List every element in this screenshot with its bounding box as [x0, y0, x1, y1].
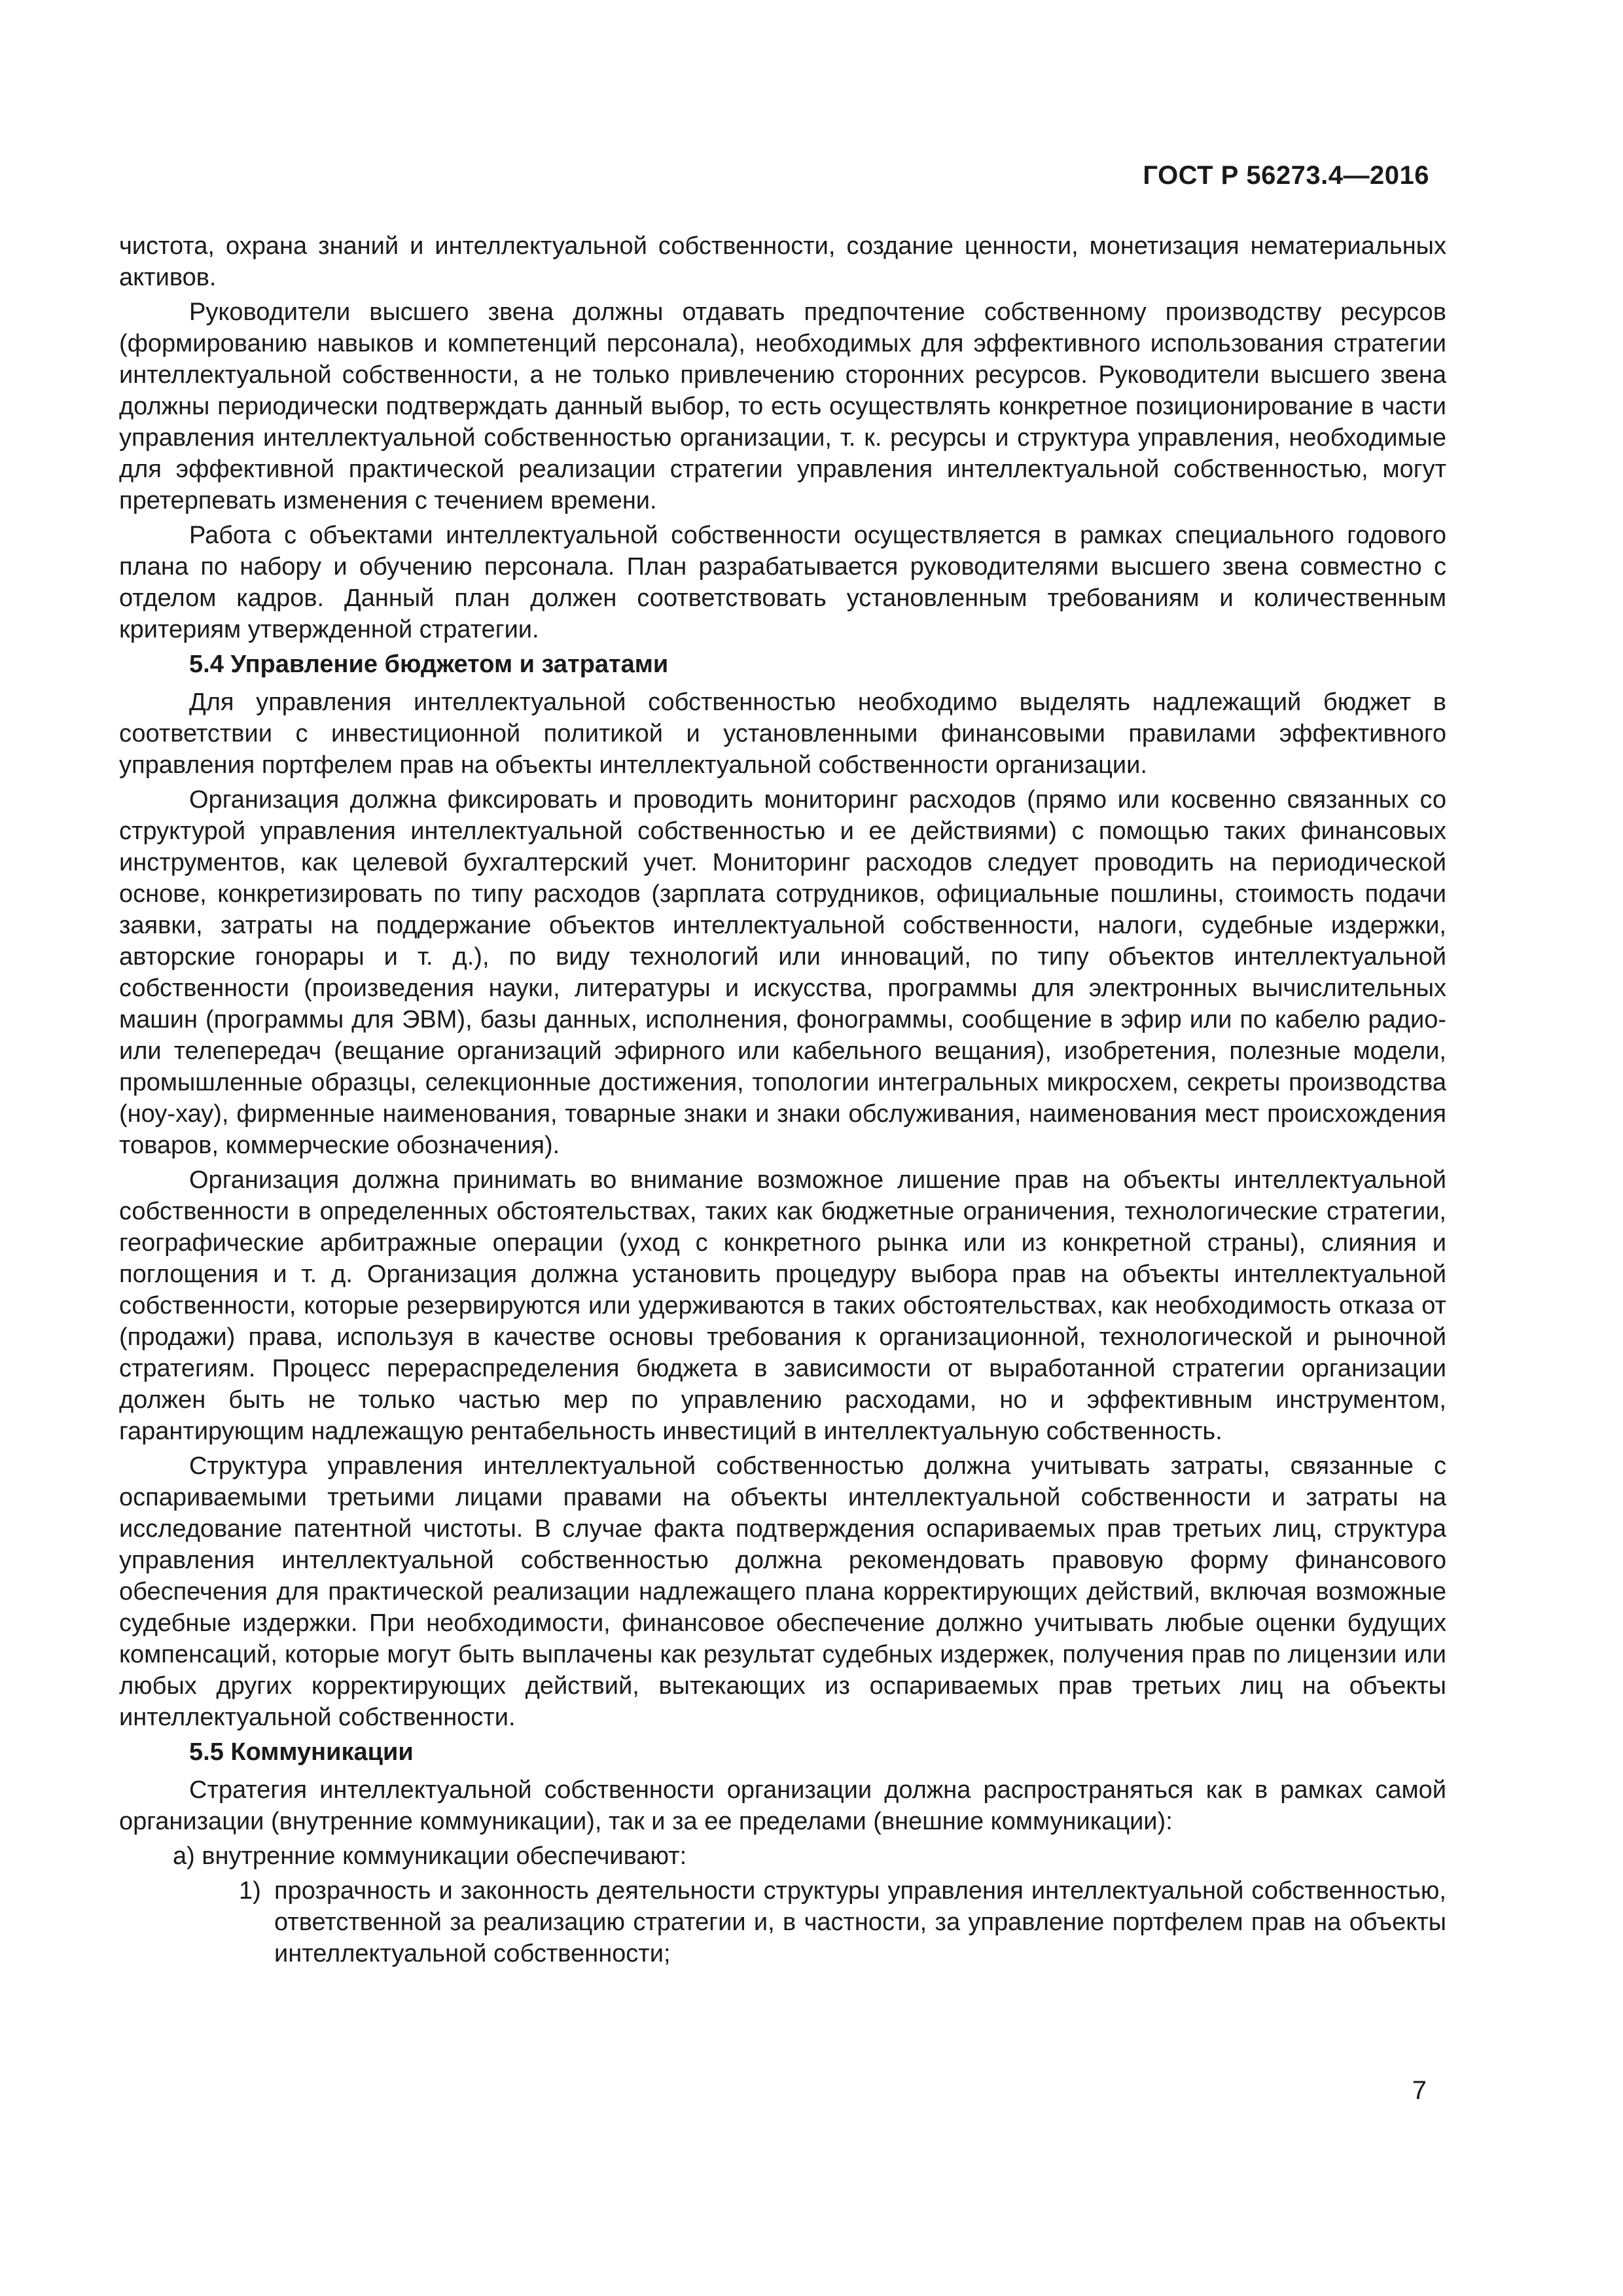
paragraph: Организация должна фиксировать и проводить мониторинг расходов (прямо или косвенно связанных со структурой управления интеллектуальной собственностью и ее действиями) с помощью таких финансовых инструментов, как целевой бухгалтерский учет. Мониторинг расходов следует проводить на периодической основе, конкретизировать по типу расходов (зарплата сотрудников, официальные пошлины, стоимость подачи заявки, затраты на поддержание объектов интеллектуальной собственности, налоги, судебные издержки, авторские гонорары и т. д.), по виду технологий или инноваций, по типу объектов интеллектуальной собственности (произведения науки, литературы и искусства, программы для электронных вычислительных машин (программы для ЭВМ), базы данных, исполнения, фонограммы, сообщение в эфир или по кабелю радио- или телепередач (вещание организаций эфирного или кабельного вещания), изобретения, полезные модели, промышленные образцы, селекционные достижения, топологии интегральных микросхем, секреты производства (ноу-хау), фирменные наименования, товарные знаки и знаки обслуживания, наименования мест происхождения товаров, коммерческие обозначения).	[119, 786, 1446, 1159]
paragraph: Руководители высшего звена должны отдавать предпочтение собственному производству ресурсов (формированию навыков и компетенций персонала), необходимых для эффективного использования стратегии интеллектуальной собственности, а не только привлечению сторонних ресурсов. Руководители высшего звена должны периодически подтверждать данный выбор, то есть осуществлять конкретное позиционирование в части управления интеллектуальной собственностью организации, т. к. ресурсы и структура управления, необходимые для эффективной практической реализации стратегии управления интеллектуальной собственностью, могут претерпевать изменения с течением времени.	[119, 298, 1446, 514]
paragraph: чистота, охрана знаний и интеллектуальной собственности, создание ценности, монетизация нематериальных активов.	[119, 232, 1446, 291]
list-item-a: а) внутренние коммуникации обеспечивают:	[173, 1842, 687, 1870]
section-heading-5-5: 5.5 Коммуникации	[189, 1738, 414, 1766]
paragraph: Для управления интеллектуальной собственностью необходимо выделять надлежащий бюджет в соответствии с инвестиционной политикой и установленными финансовыми правилами эффективного управления портфелем прав на объекты интеллектуальной собственности организации.	[119, 689, 1446, 779]
document-body	[119, 230, 1446, 1973]
page-number: 7	[1412, 2076, 1427, 2105]
paragraph: Работа с объектами интеллектуальной собственности осуществляется в рамках специального годового плана по набору и обучению персонала. План разрабатывается руководителями высшего звена совместно с отделом кадров. Данный план должен соответствовать установленным требованиям и количественным критериям утвержденной стратегии.	[119, 522, 1446, 643]
list-item-1	[119, 1875, 1446, 1969]
document-header: ГОСТ Р 56273.4—2016	[1143, 161, 1429, 190]
paragraph: Организация должна принимать во внимание возможное лишение прав на объекты интеллектуальной собственности в определенных обстоятельствах, таких как бюджетные ограничения, технологические стратегии, географические арбитражные операции (уход с конкретного рынка или из конкретной страны), слияния и поглощения и т. д. Организация должна установить процедуру выбора прав на объекты интеллектуальной собственности, которые резервируются или удерживаются в таких обстоятельствах, как необходимость отказа от (продажи) права, используя в качестве основы требования к организационной, технологической и рыночной стратегиям. Процесс перераспределения бюджета в зависимости от выработанной стратегии организации должен быть не только частью мер по управлению расходами, но и эффективным инструментом, гарантирующим надлежащую рентабельность инвестиций в интеллектуальную собственность.	[119, 1166, 1446, 1445]
paragraph: Стратегия интеллектуальной собственности организации должна распространяться как в рамках самой организации (внутренние коммуникации), так и за ее пределами (внешние коммуникации):	[119, 1776, 1446, 1835]
list-marker: 1)	[239, 1877, 261, 1905]
list-item-text: прозрачность и законность деятельности структуры управления интеллектуальной собственностью, ответственной за реализацию стратегии и, в частности, за управление портфелем прав на объекты интеллектуальной собственности;	[274, 1877, 1446, 1967]
section-heading-5-4: 5.4 Управление бюджетом и затратами	[189, 651, 669, 678]
paragraph: Структура управления интеллектуальной собственностью должна учитывать затраты, связанные с оспариваемыми третьими лицами правами на объекты интеллектуальной собственности и затраты на исследование патентной чистоты. В случае факта подтверждения оспариваемых прав третьих лиц, структура управления интеллектуальной собственностью должна рекомендовать правовую форму финансового обеспечения для практической реализации надлежащего плана корректирующих действий, включая возможные судебные издержки. При необходимости, финансовое обеспечение должно учитывать любые оценки будущих компенсаций, которые могут быть выплачены как результат судебных издержек, получения прав по лицензии или любых других корректирующих действий, вытекающих из оспариваемых прав третьих лиц на объекты интеллектуальной собственности.	[119, 1452, 1446, 1731]
